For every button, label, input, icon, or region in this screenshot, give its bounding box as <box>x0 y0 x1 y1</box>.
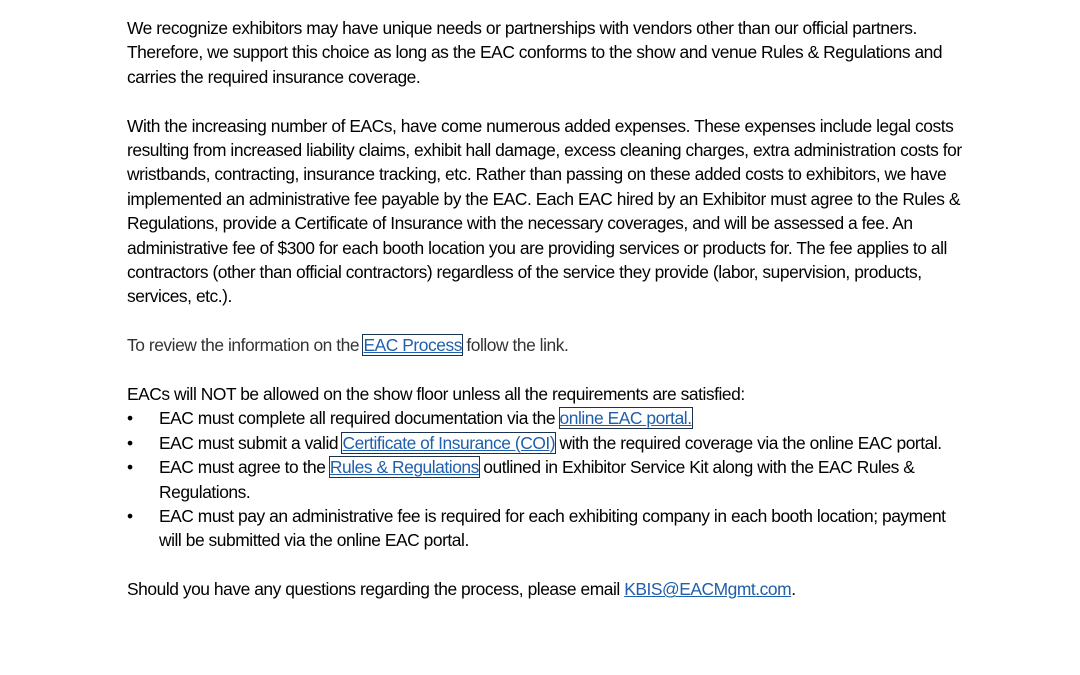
list-item <box>127 431 962 455</box>
document-page <box>127 16 962 626</box>
list-item-text-after: with the required coverage via the online EAC portal. <box>555 432 942 453</box>
review-text-after: follow the link. <box>461 335 569 356</box>
bullet-icon: • <box>127 432 133 453</box>
list-item-text: EAC must complete all required documentation via the <box>159 408 560 429</box>
list-item <box>127 455 962 504</box>
bullet-icon: • <box>127 506 133 527</box>
contact-email-link[interactable]: KBIS@EACMgmt.com <box>624 579 792 600</box>
requirements-list <box>127 406 962 552</box>
review-paragraph <box>127 333 962 357</box>
intro-paragraph: We recognize exhibitors may have unique needs or partnerships with vendors other than our official partners. Therefore, we support this choice as long as the EAC conforms to the show and venue Rules & Regulations and carries the required insurance coverage. <box>127 18 943 87</box>
certificate-of-insurance-link[interactable]: Certificate of Insurance (COI) <box>342 432 556 453</box>
bullet-icon: • <box>127 457 133 478</box>
review-text-before: To review the information on the <box>127 335 364 356</box>
list-item-text: EAC must agree to the <box>159 457 330 478</box>
contact-text-before: Should you have any questions regarding the process, please email <box>127 579 625 600</box>
list-item-text-after: outlined in Exhibitor Service Kit along with the EAC Rules & Regulations. <box>159 457 915 502</box>
list-item-text: EAC must pay an administrative fee is required for each exhibiting company in each booth location; payment will be submitted via the online EAC portal. <box>159 506 946 551</box>
list-item <box>127 504 962 553</box>
contact-paragraph <box>127 577 962 601</box>
rules-regulations-link[interactable]: Rules & Regulations <box>329 457 479 478</box>
requirements-intro: EACs will NOT be allowed on the show floor unless all the requirements are satisfied: <box>127 384 745 405</box>
list-item <box>127 406 962 430</box>
eac-process-link[interactable]: EAC Process <box>363 335 462 356</box>
contact-text-after: . <box>791 579 796 600</box>
list-item-text: EAC must submit a valid <box>159 432 343 453</box>
bullet-icon: • <box>127 408 133 429</box>
online-eac-portal-link[interactable]: online EAC portal. <box>559 408 692 429</box>
fee-paragraph: With the increasing number of EACs, have come numerous added expenses. These expenses include legal costs resulting from increased liability claims, exhibit hall damage, excess cleaning charges, extra administration costs for wristbands, contracting, insurance tracking, etc. Rather than passing on these added costs to exhibitors, we have implemented an administrative fee payable by the EAC. Each EAC hired by an Exhibitor must agree to the Rules & Regulations, provide a Certificate of Insurance with the necessary coverages, and will be assessed a fee. An administrative fee of $300 for each booth location you are providing services or products for. The fee applies to all contractors (other than official contractors) regardless of the service they provide (labor, supervision, products, services, etc.). <box>127 115 962 307</box>
